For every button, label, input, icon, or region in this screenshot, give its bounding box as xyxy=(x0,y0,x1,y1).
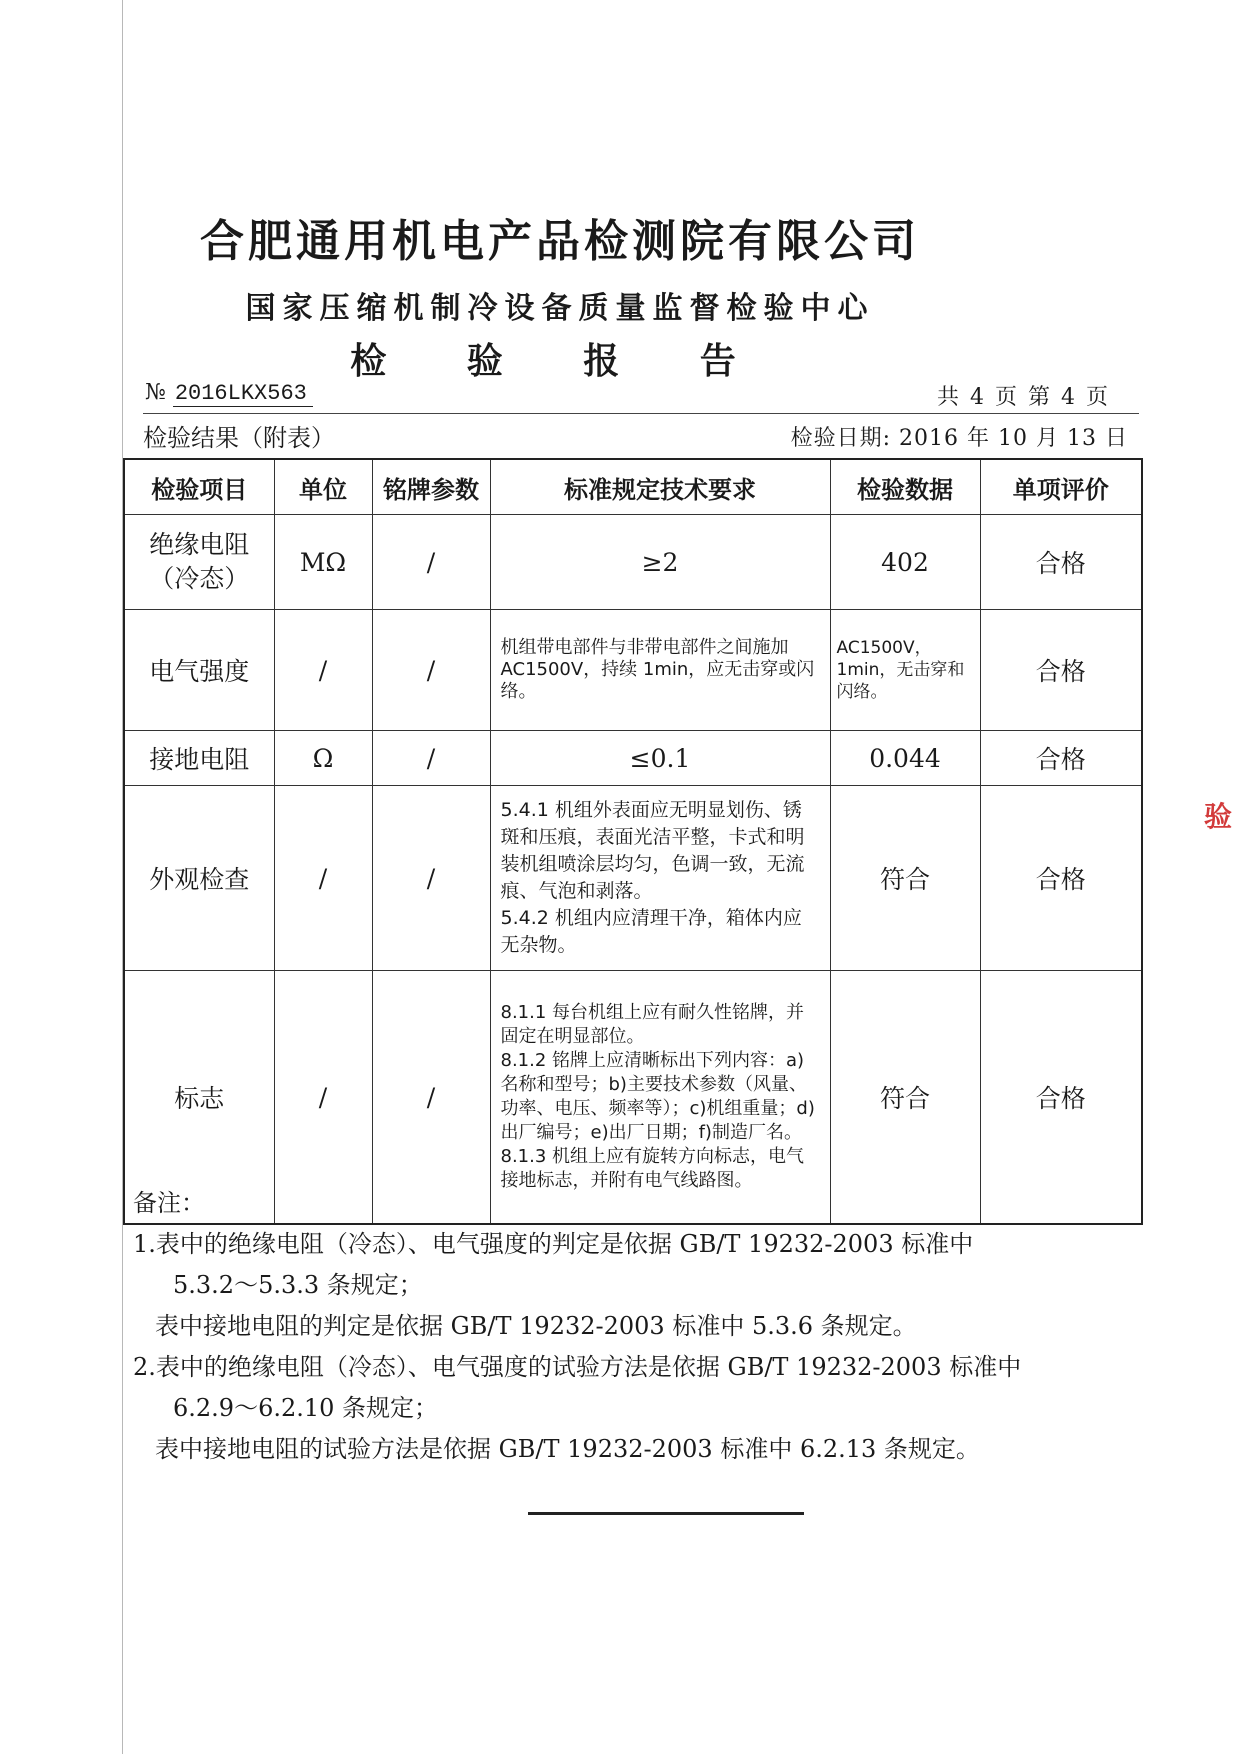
requirement-cell: 机组带电部件与非带电部件之间施加 AC1500V，持续 1min，应无击穿或闪络。 xyxy=(490,610,830,731)
item-cell: 外观检查 xyxy=(124,786,274,971)
result-cell: 合格 xyxy=(980,515,1142,610)
table-row xyxy=(124,731,1142,786)
notes-section xyxy=(133,1183,1133,1470)
data-cell: 符合 xyxy=(830,971,980,1225)
item-cell: 标志 xyxy=(124,971,274,1225)
note-line: 表中接地电阻的判定是依据 GB/T 19232-2003 标准中 5.3.6 条规定。 xyxy=(155,1312,917,1340)
nameplate-cell: / xyxy=(372,515,490,610)
unit-cell: / xyxy=(274,786,372,971)
end-rule xyxy=(528,1512,804,1515)
table-row xyxy=(124,610,1142,731)
note-line: 2.表中的绝缘电阻（冷态）、电气强度的试验方法是依据 GB/T 19232-2003 标准中 xyxy=(133,1353,1022,1381)
header-cell: 检验数据 xyxy=(830,459,980,515)
table-row xyxy=(124,515,1142,610)
result-cell: 合格 xyxy=(980,971,1142,1225)
seal-stamp-fragment xyxy=(1204,800,1240,960)
unit-cell: MΩ xyxy=(274,515,372,610)
inspection-date: 检验日期: 2016 年 10 月 13 日 xyxy=(790,426,1128,451)
header-cell: 铭牌参数 xyxy=(372,459,490,515)
nameplate-cell: / xyxy=(372,610,490,731)
nameplate-cell: / xyxy=(372,731,490,786)
requirement-cell: 8.1.1 每台机组上应有耐久性铭牌，并固定在明显部位。 8.1.2 铭牌上应清晰标出下列内容：a)名称和型号；b)主要技术参数（风量、功率、电压、频率等）；c)机组重量；d)出厂编号；e)出厂日期；f)制造厂名。8.1.3 机组上应有旋转方向标志，电气接地标志，并附有电气线路图。 xyxy=(490,971,830,1225)
report-number-label: № xyxy=(145,380,166,405)
note-line: 表中接地电阻的试验方法是依据 GB/T 19232-2003 标准中 6.2.13 条规定。 xyxy=(155,1435,980,1463)
report-number-value: 2016LKX563 xyxy=(173,381,313,407)
header-cell: 标准规定技术要求 xyxy=(490,459,830,515)
notes-label: 备注： xyxy=(133,1189,205,1217)
header-cell: 单项评价 xyxy=(980,459,1142,515)
nameplate-cell: / xyxy=(372,971,490,1225)
data-cell: 402 xyxy=(830,515,980,610)
result-cell: 合格 xyxy=(980,610,1142,731)
unit-cell: / xyxy=(274,971,372,1225)
header-rule xyxy=(143,413,1139,414)
data-cell: 符合 xyxy=(830,786,980,971)
data-cell: AC1500V，1min，无击穿和闪络。 xyxy=(830,610,980,731)
page-count: 共 4 页 第 4 页 xyxy=(937,385,1110,410)
report-title: 检 验 报 告 xyxy=(350,340,770,382)
item-cell: 绝缘电阻 （冷态） xyxy=(124,515,274,610)
header-cell: 检验项目 xyxy=(124,459,274,515)
table-header-row xyxy=(124,459,1142,515)
results-table xyxy=(123,458,1143,1225)
item-cell: 接地电阻 xyxy=(124,731,274,786)
unit-cell: Ω xyxy=(274,731,372,786)
requirement-cell: 5.4.1 机组外表面应无明显划伤、锈斑和压痕，表面光洁平整，卡式和明装机组喷涂层均匀，色调一致，无流痕、气泡和剥落。 5.4.2 机组内应清理干净，箱体内应无杂物。 xyxy=(490,786,830,971)
report-number xyxy=(145,380,313,406)
header-cell: 单位 xyxy=(274,459,372,515)
company-title: 合肥通用机电产品检测院有限公司 xyxy=(200,216,920,267)
note-line: 1.表中的绝缘电阻（冷态）、电气强度的判定是依据 GB/T 19232-2003 标准中 xyxy=(133,1230,974,1258)
unit-cell: / xyxy=(274,610,372,731)
section-title: 检验结果（附表） xyxy=(143,424,335,452)
center-title: 国家压缩机制冷设备质量监督检验中心 xyxy=(245,291,875,326)
nameplate-cell: / xyxy=(372,786,490,971)
requirement-cell: ≤0.1 xyxy=(490,731,830,786)
result-cell: 合格 xyxy=(980,786,1142,971)
result-cell: 合格 xyxy=(980,731,1142,786)
requirement-cell: ≥2 xyxy=(490,515,830,610)
seal-stamp-text: 验 xyxy=(1204,800,1233,833)
table-row xyxy=(124,786,1142,971)
note-line: 6.2.9～6.2.10 条规定； xyxy=(173,1394,439,1422)
item-cell: 电气强度 xyxy=(124,610,274,731)
data-cell: 0.044 xyxy=(830,731,980,786)
note-line: 5.3.2～5.3.3 条规定； xyxy=(173,1271,423,1299)
